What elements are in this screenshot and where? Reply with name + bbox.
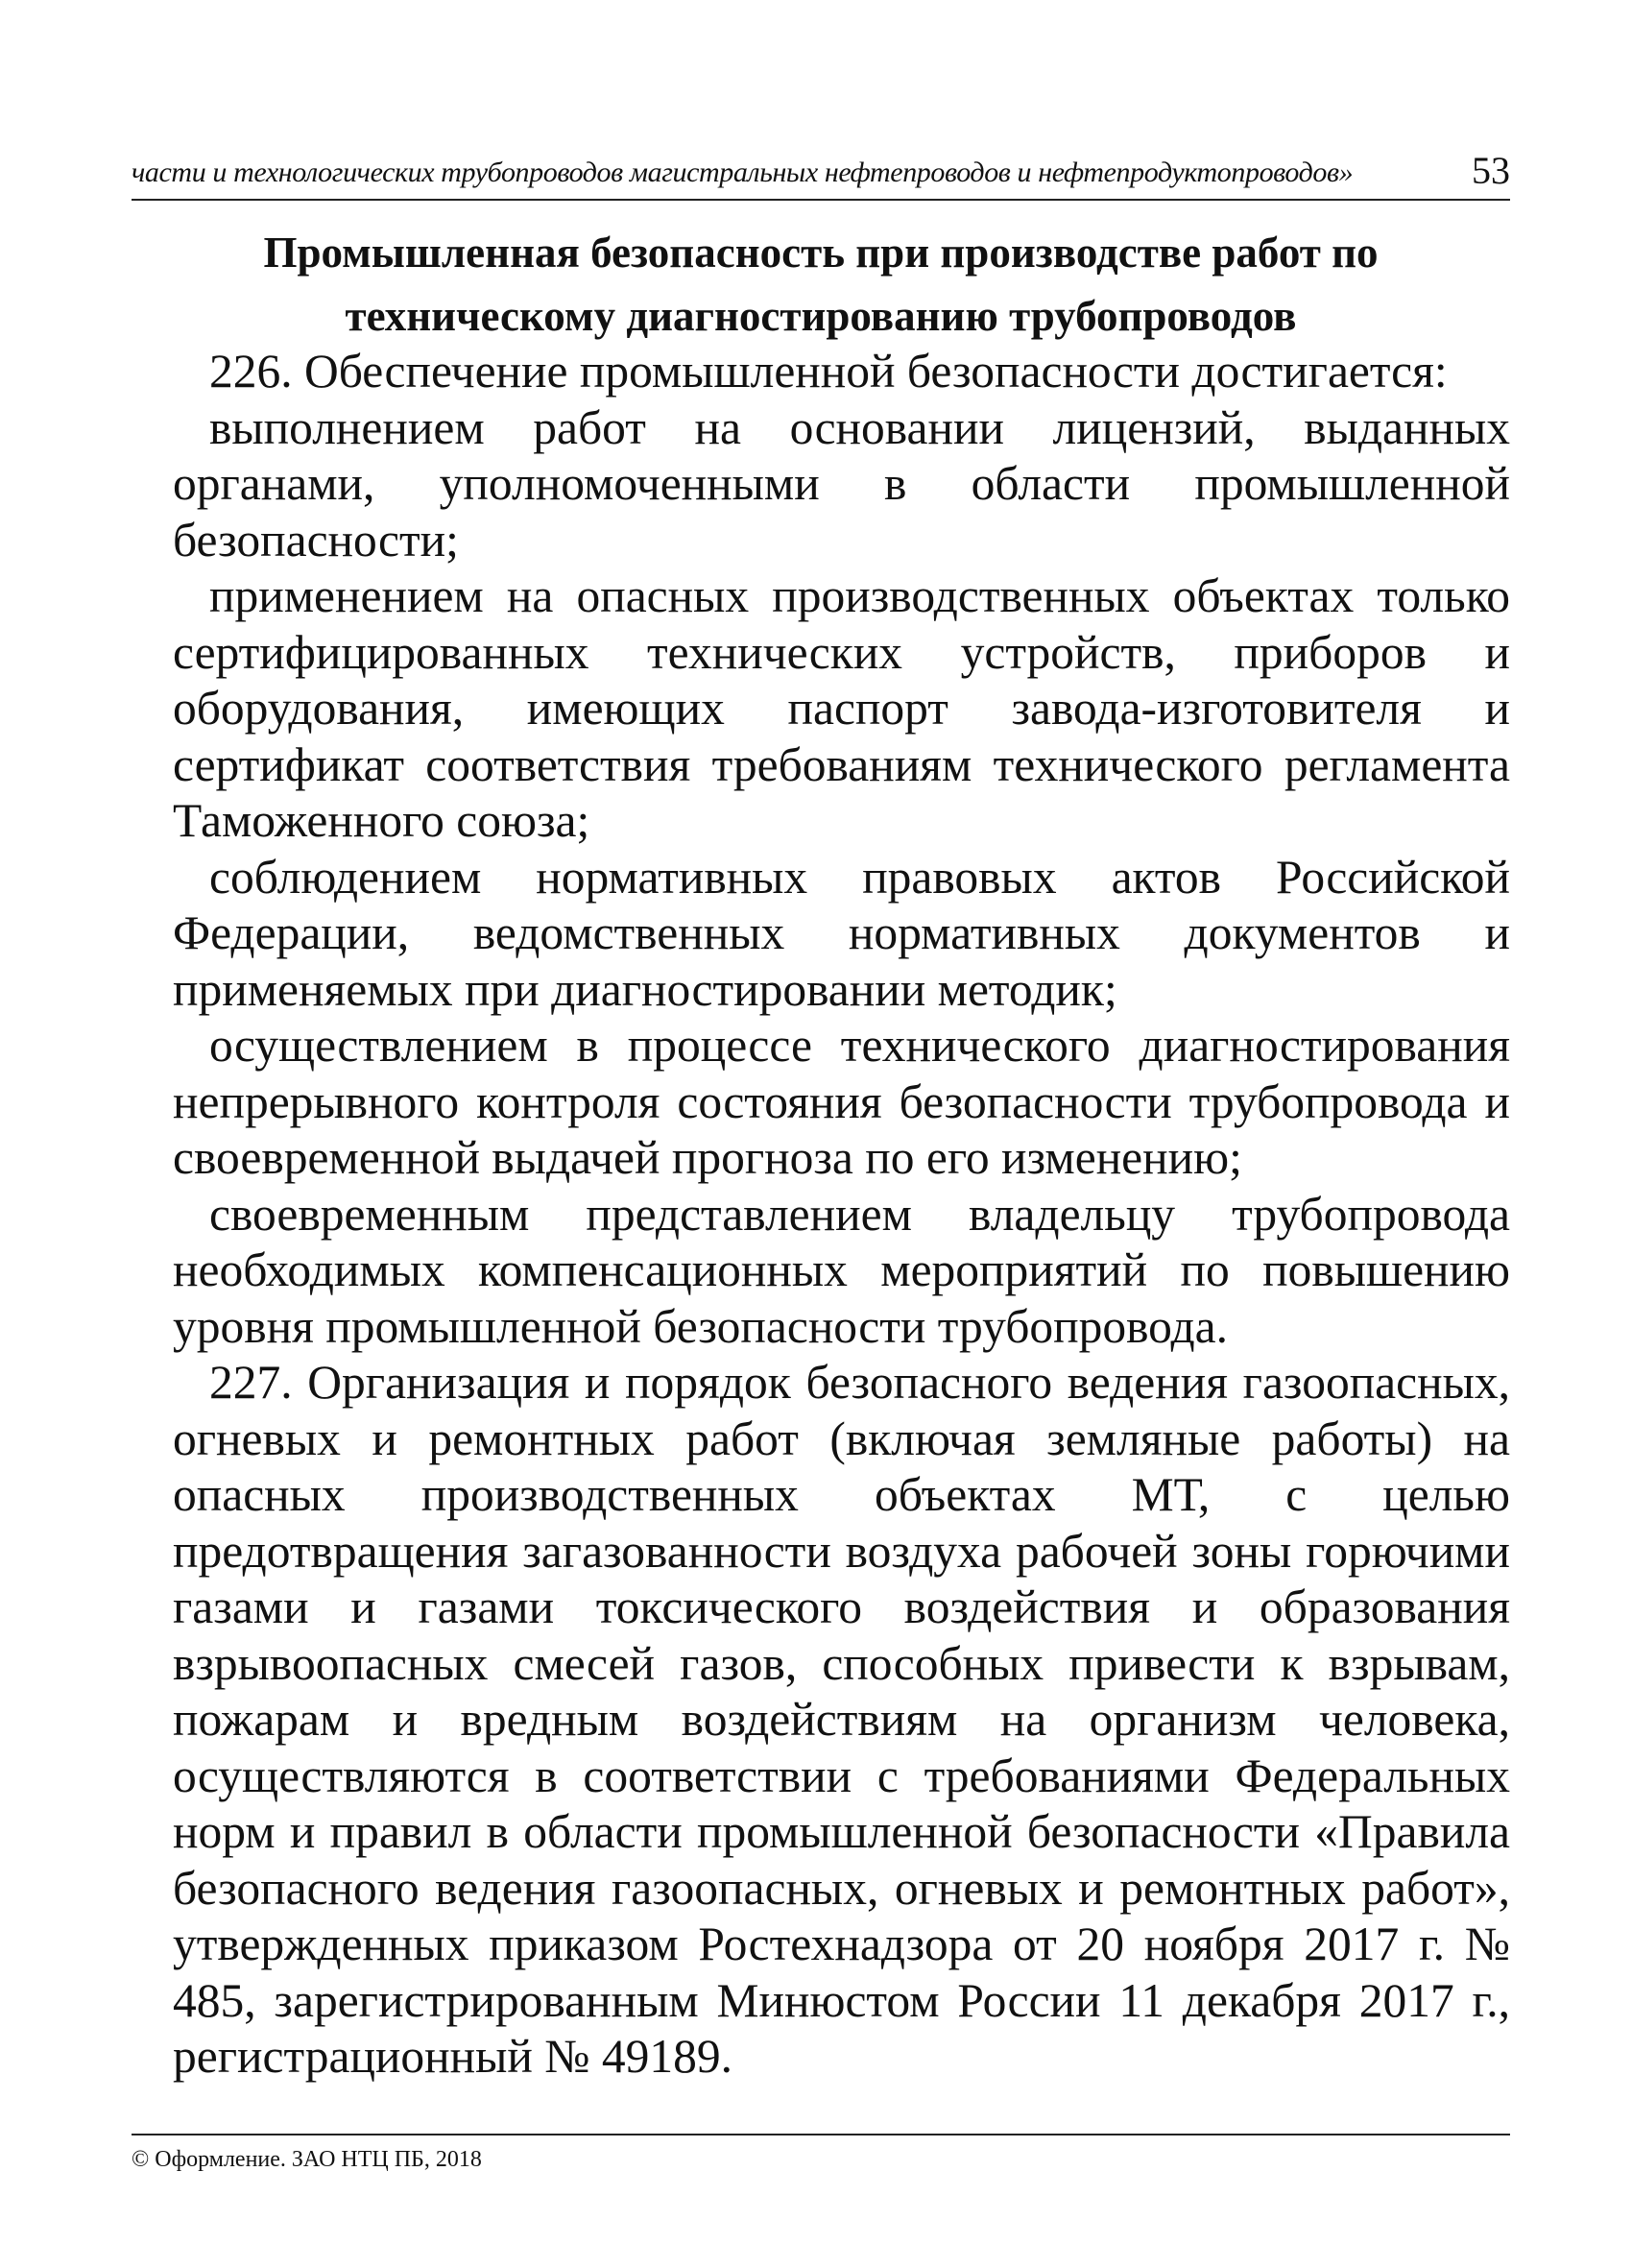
page-number: 53 [1472,149,1510,192]
running-title: части и технологических трубопроводов магистральных нефтепроводов и нефтепродуктопроводов» [132,157,1354,188]
paragraph-227: 227. Организация и порядок безопасного ведения газоопасных, огневых и ремонтных работ (включая земляные работы) на опасных производственных объектах МТ, с целью предотвращения загазованности воздуха рабочей зоны горючими газами и газами токсического воздействия и образования взрывоопасных смесей газов, способных привести к взрывам, пожарам и вредным воздействиям на организм человека, осуществляются в соответствии с требованиями Федеральных норм и правил в области промышленной безопасности «Правила безопасного ведения газоопасных, огневых и ремонтных работ», утвержденных приказом Ростехнадзора от 20 ноября 2017 г. № 485, зарегистрированным Минюстом России 11 декабря 2017 г., регистрационный № 49189. [173,1356,1510,2083]
paragraph-226-intro: 226. Обеспечение промышленной безопасности достигается: [209,345,1448,398]
paragraph-compensation-measures: своевременным представлением владельцу трубопровода необходимых компенсационных мероприятий по повышению уровня промышленной безопасности трубопровода. [173,1187,1510,1353]
section-title-line-2: техническому диагностированию трубопроводов [345,292,1297,340]
body-text [173,344,1510,2086]
paragraph-continuous-control: осуществлением в процессе технического диагностирования непрерывного контроля состояния безопасности трубопровода и своевременной выдачей прогноза по его изменению; [173,1019,1510,1184]
section-title [132,221,1510,348]
paragraph-regulations: соблюдением нормативных правовых актов Российской Федерации, ведомственных нормативных документов и применяемых при диагностировании методик; [173,850,1510,1016]
running-header [132,139,1510,201]
paragraph-certified-equipment: применением на опасных производственных объектах только сертифицированных технических устройств, приборов и оборудования, имеющих паспорт завода-изготовителя и сертификат соответствия требованиям технического регламента Таможенного союза; [173,569,1510,847]
paragraph-licenses: выполнением работ на основании лицензий, выданных органами, уполномоченными в области промышленной безопасности; [173,400,1510,567]
section-title-line-1: Промышленная безопасность при производстве работ по [263,229,1379,277]
footer [132,2134,1510,2172]
copyright-notice: © Оформление. ЗАО НТЦ ПБ, 2018 [132,2147,482,2172]
